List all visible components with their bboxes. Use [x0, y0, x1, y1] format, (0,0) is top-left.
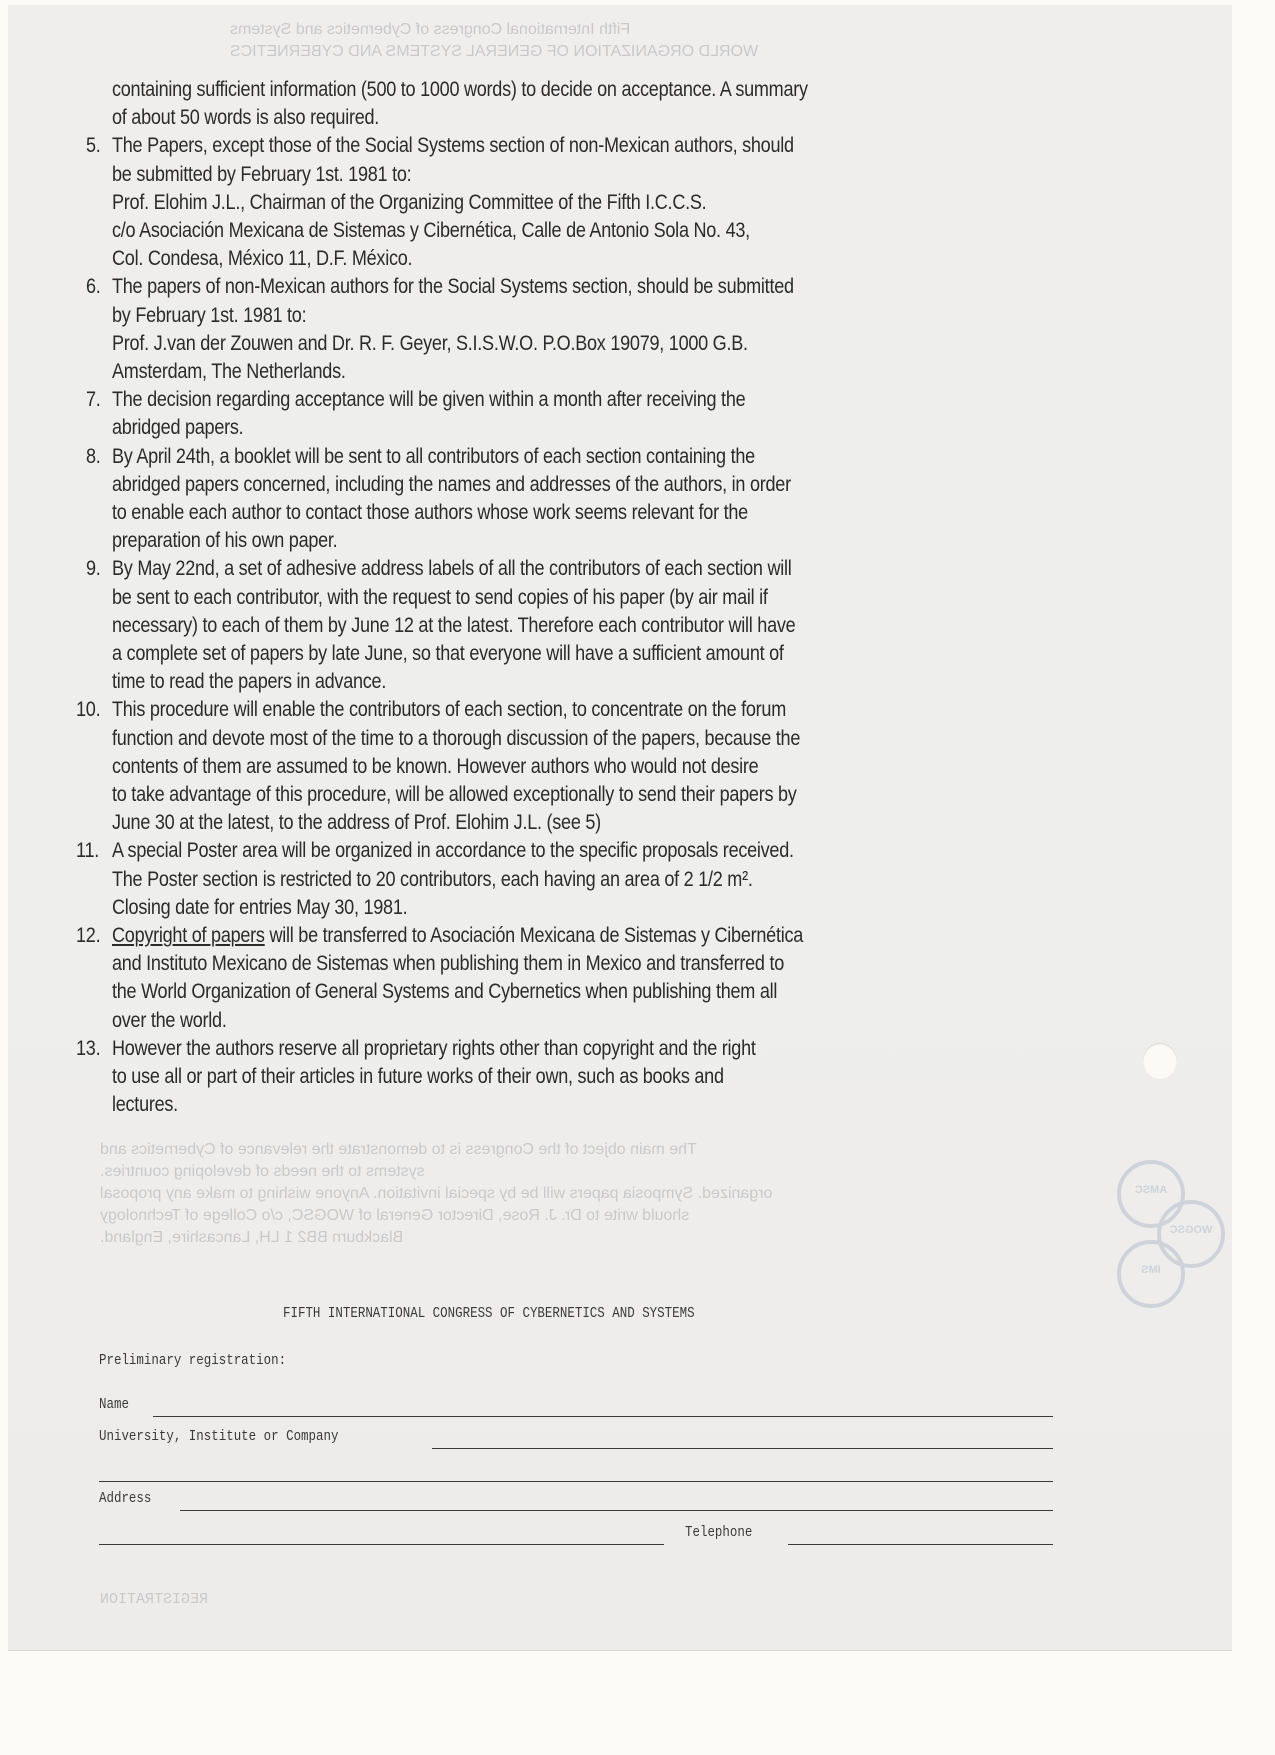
item-line: June 30 at the latest, to the address of Prof. Elohim J.L. (see 5)	[112, 811, 601, 835]
institution-field[interactable]	[432, 1448, 1053, 1449]
item-line: The Poster section is restricted to 20 contributors, each having an area of 2 1/2 m².	[112, 867, 753, 891]
show-through-line: should write to Dr. J. Rose, Director General of WOGSC, c/o College of Technology	[100, 1207, 690, 1224]
institution-label: University, Institute or Company	[99, 1429, 339, 1445]
item-number: 12.	[76, 924, 101, 947]
show-through-line: Blackburn BB2 1 LH, Lancashire, England.	[100, 1229, 404, 1246]
item-line: be sent to each contributor, with the request to send copies of his paper (by air mail if	[112, 585, 768, 609]
telephone-label: Telephone	[685, 1525, 753, 1541]
item-line: abridged papers.	[112, 416, 244, 440]
show-through-line: The main object of the Congress is to demonstrate the relevance of Cybernetics and	[100, 1141, 697, 1158]
name-field[interactable]	[153, 1416, 1053, 1417]
item-line: Amsterdam, The Netherlands.	[112, 360, 346, 383]
item-line: By May 22nd, a set of adhesive address labels of all the contributors of each section will	[112, 557, 792, 581]
item-line: be submitted by February 1st. 1981 to:	[112, 162, 412, 186]
item-number: 5.	[86, 134, 101, 158]
item-line: However the authors reserve all proprietary rights other than copyright and the right	[112, 1036, 756, 1060]
show-through-line: systems to the needs of developing countries.	[100, 1163, 425, 1180]
item-number: 8.	[86, 444, 101, 468]
institution-field-line-2[interactable]	[99, 1481, 1053, 1482]
item-line: Prof. Elohim J.L., Chairman of the Organizing Committee of the Fifth I.C.C.S.	[112, 190, 707, 214]
item-line: Prof. J.van der Zouwen and Dr. R. F. Geyer, S.I.S.W.O. P.O.Box 19079, 1000 G.B.	[112, 331, 748, 355]
item-line: a complete set of papers by late June, so that everyone will have a sufficient amount of	[112, 642, 784, 665]
item-number: 11.	[76, 839, 99, 863]
item-line	[112, 924, 803, 948]
item-line: The Papers, except those of the Social Systems section of non-Mexican authors, should	[112, 134, 794, 158]
name-label: Name	[99, 1397, 129, 1413]
item-number: 6.	[86, 275, 101, 299]
item-line: to use all or part of their articles in future works of their own, such as books and	[112, 1065, 724, 1088]
logo-ring-label: WOGSC	[1169, 1224, 1213, 1236]
intro-line: of about 50 words is also required.	[112, 106, 380, 130]
logo-ring-label: AMSC	[1134, 1184, 1168, 1196]
item-line: and Instituto Mexicano de Sistemas when publishing them in Mexico and transferred to	[112, 952, 785, 976]
item-line: contents of them are assumed to be known. However authors who would not desire	[112, 754, 759, 778]
show-through-line: Fifth International Congress of Cybernetics and Systems	[230, 21, 631, 38]
item-line: to enable each author to contact those authors whose work seems relevant for the	[112, 501, 748, 524]
item-line: The decision regarding acceptance will be given within a month after receiving the	[112, 388, 746, 412]
item-line: over the world.	[112, 1008, 227, 1032]
show-through-logo	[1075, 1160, 1225, 1310]
form-subtitle: Preliminary registration:	[99, 1353, 287, 1369]
show-through-line: WORLD ORGANIZATION OF GENERAL SYSTEMS AND CYBERNETICS	[230, 43, 759, 60]
item-line: the World Organization of General Systems and Cybernetics when publishing them all	[112, 980, 778, 1004]
item-line: c/o Asociación Mexicana de Sistemas y Cibernética, Calle de Antonio Sola No. 43,	[112, 219, 750, 242]
form-title: FIFTH INTERNATIONAL CONGRESS OF CYBERNETICS AND SYSTEMS	[283, 1306, 695, 1322]
logo-ring	[1117, 1240, 1185, 1308]
item-line: The papers of non-Mexican authors for the Social Systems section, should be submitted	[112, 275, 794, 299]
address-field[interactable]	[180, 1510, 1053, 1511]
item-line: function and devote most of the time to a thorough discussion of the papers, because the	[112, 726, 801, 750]
punch-hole	[1143, 1043, 1177, 1079]
item-number: 10.	[76, 698, 101, 722]
logo-ring-label: IMS	[1141, 1264, 1161, 1276]
item-line: time to read the papers in advance.	[112, 670, 387, 694]
item-number: 7.	[86, 388, 101, 412]
item-line: By April 24th, a booklet will be sent to all contributors of each section containing the	[112, 444, 755, 468]
item-line: necessary) to each of them by June 12 at the latest. Therefore each contributor will have	[112, 613, 796, 637]
item-line: to take advantage of this procedure, will be allowed exceptionally to send their papers by	[112, 783, 797, 806]
item-line: preparation of his own paper.	[112, 529, 338, 553]
telephone-field[interactable]	[788, 1544, 1053, 1545]
show-through-line: REGISTRATION	[100, 1591, 209, 1608]
item-line: A special Poster area will be organized in accordance to the specific proposals received.	[112, 839, 794, 863]
address-label: Address	[99, 1491, 152, 1507]
item-line: abridged papers concerned, including the names and addresses of the authors, in order	[112, 472, 791, 496]
item-number: 9.	[86, 557, 101, 581]
item-line: by February 1st. 1981 to:	[112, 303, 307, 327]
address-field-line-2[interactable]	[99, 1544, 664, 1545]
line-text: will be transferred to Asociación Mexicana de Sistemas y Cibernética	[264, 924, 804, 947]
item-line: Col. Condesa, México 11, D.F. México.	[112, 247, 413, 271]
item-number: 13.	[76, 1036, 101, 1060]
item-line: This procedure will enable the contributors of each section, to concentrate on the forum	[112, 698, 787, 722]
underlined-lead: Copyright of papers	[112, 924, 265, 947]
item-line: lectures.	[112, 1093, 178, 1117]
show-through-line: organized. Symposia papers will be by special invitation. Anyone wishing to make any proposal	[100, 1185, 773, 1202]
item-line: Closing date for entries May 30, 1981.	[112, 895, 408, 919]
intro-line: containing sufficient information (500 to 1000 words) to decide on acceptance. A summary	[112, 78, 808, 101]
